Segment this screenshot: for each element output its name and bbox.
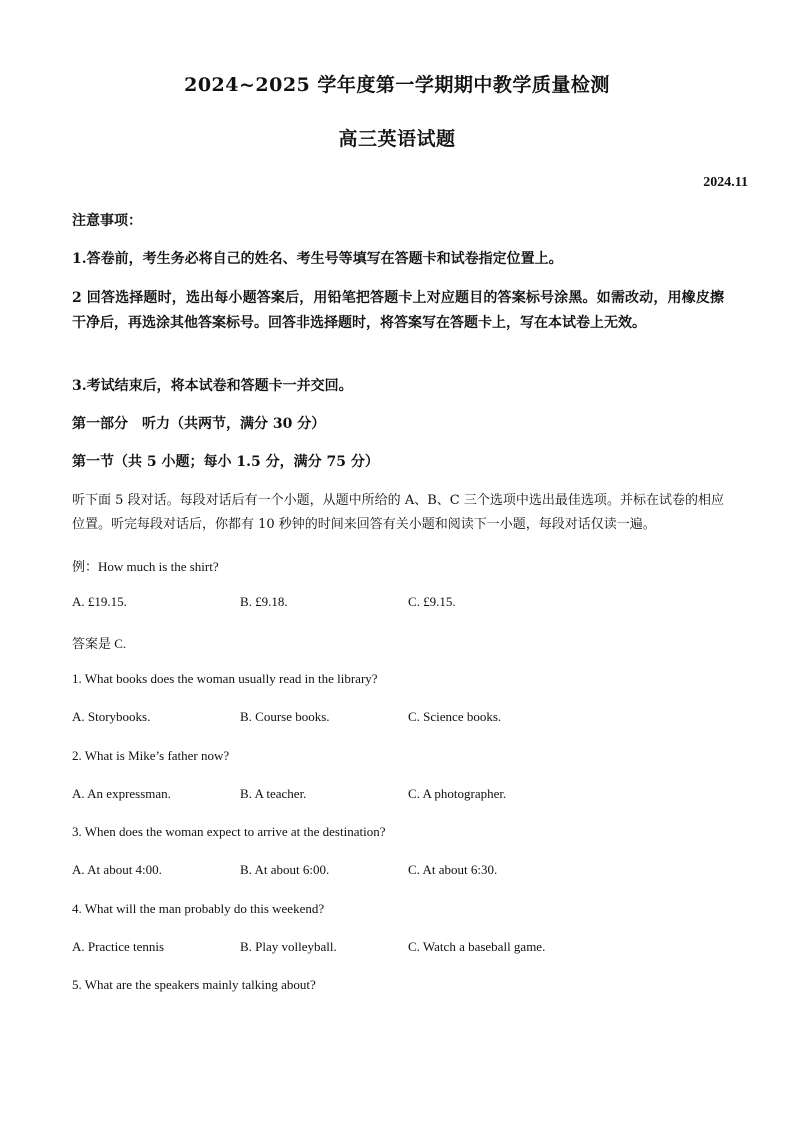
option-a: A. At about 4:00. xyxy=(72,862,162,877)
question-1: 1. What books does the woman usually read in the library? xyxy=(72,671,378,686)
part1-heading: 第一部分 听力（共两节，满分 30 分） xyxy=(72,416,326,432)
option-a: A. £19.15. xyxy=(72,594,127,609)
option-b: B. Course books. xyxy=(240,709,330,724)
exam-subtitle: 高三英语试题 xyxy=(338,128,456,150)
exam-date: 2024.11 xyxy=(703,175,748,190)
example-answer: 答案是 C. xyxy=(72,636,127,651)
question-5: 5. What are the speakers mainly talking about? xyxy=(72,977,316,992)
notice-item-1: 1.答卷前，考生务必将自己的姓名、考生号等填写在答题卡和试卷指定位置上。 xyxy=(72,251,563,267)
option-b: B. At about 6:00. xyxy=(240,862,330,877)
option-c: C. £9.15. xyxy=(408,594,456,609)
option-b: B. A teacher. xyxy=(240,786,307,801)
question-4: 4. What will the man probably do this weekend? xyxy=(72,901,325,916)
option-a: A. An expressman. xyxy=(72,786,171,801)
question-1-options xyxy=(72,709,724,729)
question-2: 2. What is Mike’s father now? xyxy=(72,748,230,763)
option-c: C. Science books. xyxy=(408,709,502,724)
section1-instructions: 听下面 5 段对话。每段对话后有一个小题，从题中所给的 A、B、C 三个选项中选出最佳选项。并标在试卷的相应位置。听完每段对话后，你都有 10 秒钟的时间来回答有关小题和阅读下一小题，每段对话仅读一遍。 xyxy=(72,493,724,532)
option-c: C. At about 6:30. xyxy=(408,862,498,877)
question-4-options xyxy=(72,939,724,959)
exam-title: 2024~2025 学年度第一学期期中教学质量检测 xyxy=(184,74,610,96)
question-2-options xyxy=(72,786,724,806)
option-a: A. Storybooks. xyxy=(72,709,151,724)
example-options xyxy=(72,594,724,614)
question-3: 3. When does the woman expect to arrive at the destination? xyxy=(72,824,386,839)
option-c: C. Watch a baseball game. xyxy=(408,939,546,954)
option-b: B. Play volleyball. xyxy=(240,939,337,954)
notice-heading: 注意事项： xyxy=(72,213,142,229)
option-b: B. £9.18. xyxy=(240,594,288,609)
notice-item-2: 2 回答选择题时，选出每小题答案后，用铅笔把答题卡上对应题目的答案标号涂黑。如需改动，用橡皮擦干净后，再选涂其他答案标号。回答非选择题时，将答案写在答题卡上，写在本试卷上无效。 xyxy=(72,290,724,331)
notice-item-3: 3.考试结束后，将本试卷和答题卡一并交回。 xyxy=(72,378,353,394)
option-c: C. A photographer. xyxy=(408,786,507,801)
question-3-options xyxy=(72,862,724,882)
section1-heading: 第一节（共 5 小题；每小 1.5 分，满分 75 分） xyxy=(72,454,379,470)
option-a: A. Practice tennis xyxy=(72,939,165,954)
example-question: 例：How much is the shirt? xyxy=(72,559,219,574)
